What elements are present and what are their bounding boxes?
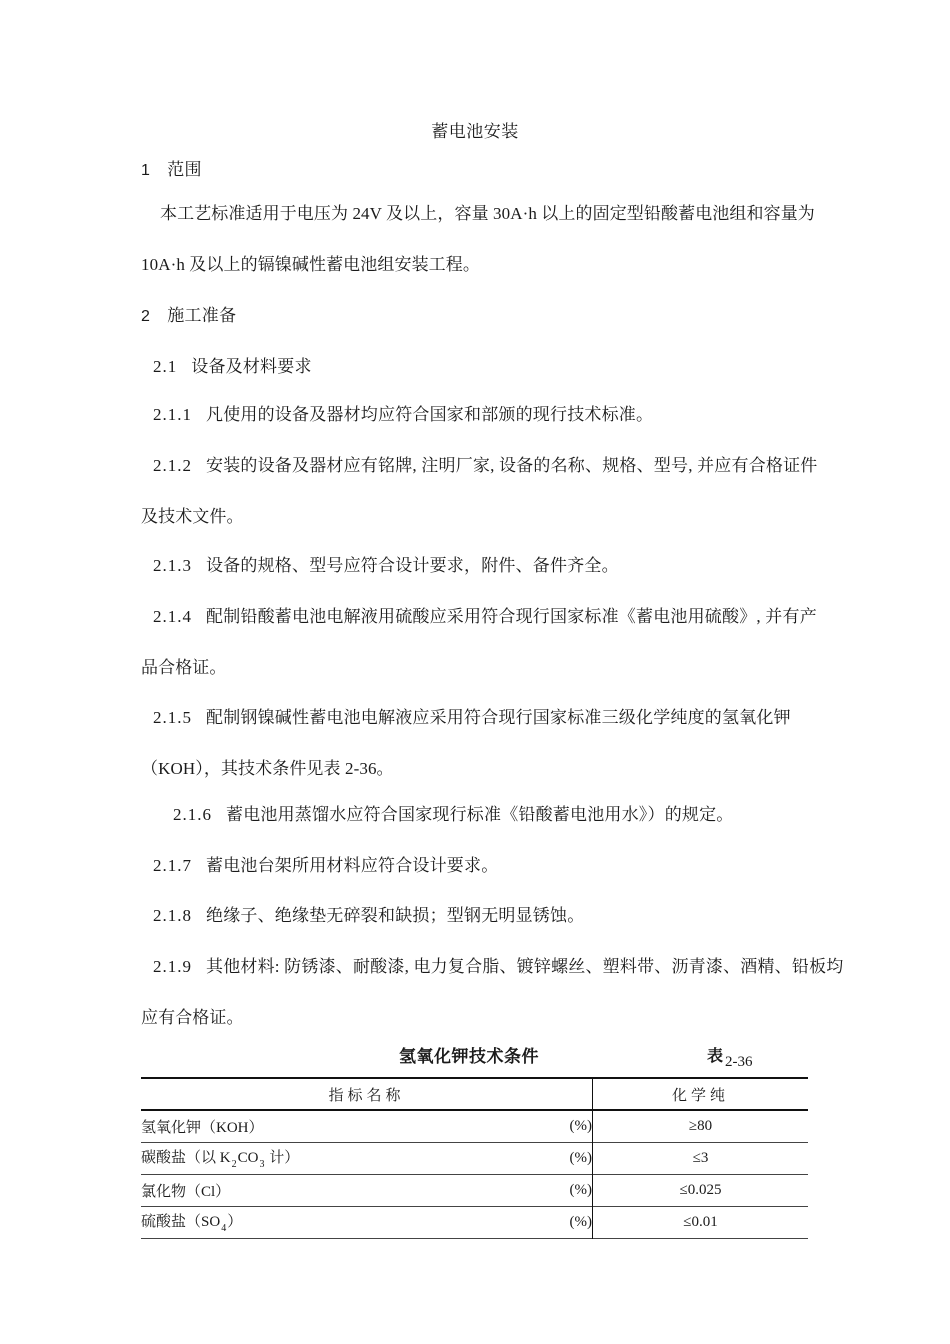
row-name-text: 碳酸盐（以 K xyxy=(141,1149,231,1166)
row-name-text-post: 计） xyxy=(265,1149,300,1166)
item-text: 安装的设备及器材应有铭牌, 注明厂家, 设备的名称、规格、型号, 并应有合格证件 xyxy=(206,456,818,475)
table-header-row xyxy=(141,1078,808,1110)
item-2-1-4-continuation: 品合格证。 xyxy=(141,658,227,677)
section-heading-1 xyxy=(141,155,202,180)
row-value: ≤3 xyxy=(692,1149,709,1166)
item-2-1-9-continuation: 应有合格证。 xyxy=(141,1008,244,1027)
row-name-sulfate xyxy=(141,1206,474,1238)
table-row xyxy=(141,1110,808,1142)
section-heading-2 xyxy=(141,301,236,326)
row-unit: (%) xyxy=(474,1174,593,1206)
item-2-1-9 xyxy=(153,952,843,977)
row-name-text-mid: CO xyxy=(237,1149,259,1166)
table-number-label: 表 xyxy=(707,1046,724,1065)
section-title: 范围 xyxy=(167,160,202,179)
item-2-1-5 xyxy=(153,703,791,728)
item-number: 2.1.4 xyxy=(153,607,192,626)
row-unit: (%) xyxy=(474,1206,593,1238)
item-text: 配制钢镍碱性蓄电池电解液应采用符合现行国家标准三级化学纯度的氢氧化钾 xyxy=(206,708,791,727)
table-row xyxy=(141,1174,808,1206)
scope-paragraph-line-2: 10A·h 及以上的镉镍碱性蓄电池组安装工程。 xyxy=(141,255,480,274)
item-number: 2.1.8 xyxy=(153,906,192,925)
table-caption: 氢氧化钾技术条件 xyxy=(399,1047,539,1067)
subsection-heading-2-1 xyxy=(153,352,312,377)
item-text: 凡使用的设备及器材均应符合国家和部颁的现行技术标准。 xyxy=(206,405,654,424)
row-name-text: 硫酸盐（SO xyxy=(141,1213,221,1230)
table-row xyxy=(141,1206,808,1238)
subscript-3: 3 xyxy=(259,1159,265,1171)
koh-spec-table xyxy=(141,1077,808,1239)
subsection-number: 2.1 xyxy=(153,357,178,376)
item-number: 2.1.9 xyxy=(153,957,192,976)
item-number: 2.1.5 xyxy=(153,708,192,727)
row-name-text: 氯化物（Cl） xyxy=(141,1183,231,1200)
item-text: 绝缘子、绝缘垫无碎裂和缺损；型钢无明显锈蚀。 xyxy=(206,906,585,925)
row-name-carbonate xyxy=(141,1142,474,1174)
item-2-1-5-continuation: （KOH），其技术条件见表 2-36。 xyxy=(141,759,394,778)
item-number: 2.1.2 xyxy=(153,456,192,475)
table-row xyxy=(141,1142,808,1174)
item-2-1-2-continuation: 及技术文件。 xyxy=(141,507,244,526)
row-value: ≤0.025 xyxy=(679,1181,722,1198)
row-name-chloride xyxy=(141,1174,474,1206)
item-2-1-4 xyxy=(153,602,817,627)
item-text: 设备的规格、型号应符合设计要求，附件、备件齐全。 xyxy=(206,556,619,575)
table-header-chemical-pure: 化学纯 xyxy=(671,1087,729,1104)
item-number: 2.1.3 xyxy=(153,556,192,575)
page-title: 蓄电池安装 xyxy=(431,122,519,141)
subsection-title: 设备及材料要求 xyxy=(191,357,312,376)
section-number: 1 xyxy=(141,162,151,179)
item-text: 其他材料: 防锈漆、耐酸漆, 电力复合脂、镀锌螺丝、塑料带、沥青漆、酒精、铅板均 xyxy=(206,957,844,976)
table-number-value: 2-36 xyxy=(725,1054,753,1070)
item-2-1-7 xyxy=(153,851,498,876)
section-number: 2 xyxy=(141,308,151,325)
item-2-1-8 xyxy=(153,901,584,926)
row-unit: (%) xyxy=(474,1110,593,1142)
row-name-koh xyxy=(141,1110,474,1142)
item-2-1-2 xyxy=(153,451,818,476)
item-number: 2.1.6 xyxy=(173,805,212,824)
row-value: ≥80 xyxy=(688,1117,713,1134)
item-2-1-6 xyxy=(173,800,734,825)
item-number: 2.1.7 xyxy=(153,856,192,875)
subscript-2: 2 xyxy=(231,1159,237,1171)
item-text: 蓄电池台架所用材料应符合设计要求。 xyxy=(206,856,499,875)
row-unit: (%) xyxy=(474,1142,593,1174)
item-text: 配制铅酸蓄电池电解液用硫酸应采用符合现行国家标准《蓄电池用硫酸》, 并有产 xyxy=(206,607,817,626)
row-name-text-post: ） xyxy=(227,1213,243,1230)
item-2-1-1 xyxy=(153,400,653,425)
item-number: 2.1.1 xyxy=(153,405,192,424)
row-name-text: 氢氧化钾（KOH） xyxy=(141,1119,264,1136)
subscript-4: 4 xyxy=(221,1223,227,1235)
section-title: 施工准备 xyxy=(167,306,237,325)
table-header-indicator-name: 指标名称 xyxy=(141,1078,593,1110)
scope-paragraph-line-1: 本工艺标准适用于电压为 24V 及以上，容量 30A·h 以上的固定型铅酸蓄电池组和容量为 xyxy=(160,204,815,223)
item-text: 蓄电池用蒸馏水应符合国家现行标准《铅酸蓄电池用水》）的规定。 xyxy=(226,805,734,824)
table-number xyxy=(707,1043,753,1070)
item-2-1-3 xyxy=(153,551,619,576)
row-value: ≤0.01 xyxy=(683,1213,718,1230)
